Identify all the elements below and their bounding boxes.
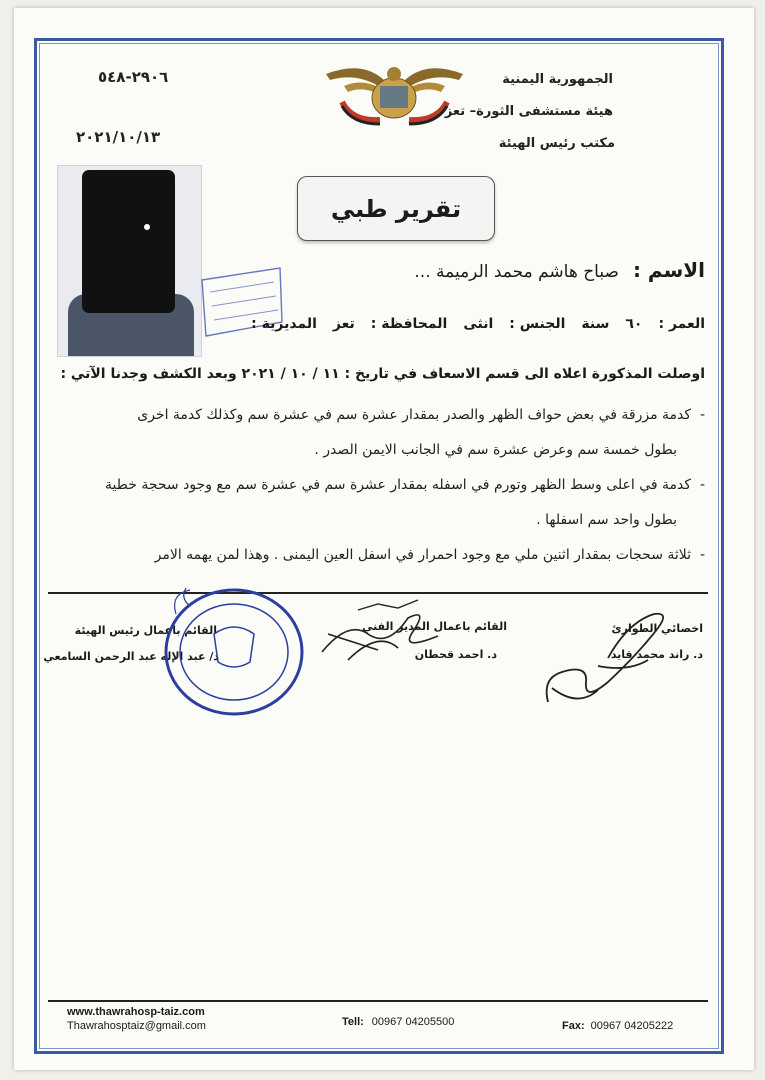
finding-1-line-2: بطول خمسة سم وعرض عشرة سم في الجانب الايمن الصدر .: [314, 442, 677, 458]
gender-label: الجنس :: [509, 316, 566, 332]
sig-right-title: اخصائي الطوارئ: [611, 622, 703, 635]
finding-2-line-1: - كدمة في اعلى وسط الظهر وتورم في اسفله بمقدار عشرة سم في عشرة سم مع وجود سحجة خطية: [105, 477, 705, 493]
finding-3-line-1: - ثلاثة سحجات بمقدار اثنين ملي مع وجود احمرار في اسفل العين اليمنى . وهذا لمن يهمه الامر: [154, 547, 705, 563]
redaction-block: [82, 170, 175, 313]
governorate-label: المحافظة :: [370, 316, 448, 332]
district-label: المديرية :: [251, 316, 317, 332]
tel-value: 00967 04205500: [371, 1016, 455, 1028]
name-row: [414, 258, 705, 282]
sig-left-title: القائم باعمال رئيس الهيئة: [74, 624, 217, 637]
org-line-1: الجمهورية اليمنية: [502, 72, 613, 87]
report-title: تقرير طبي: [297, 176, 495, 241]
footer-divider: [48, 1000, 708, 1002]
governorate-value: تعز: [332, 316, 355, 332]
gender-value: انثى: [463, 316, 494, 332]
org-line-3: مكتب رئيس الهيئة: [498, 136, 615, 151]
reference-number: ٢٩٠٦-٥٤٨: [98, 68, 169, 86]
sig-right-name: د. راند محمد قايد: [610, 648, 703, 661]
footer-tel: [342, 1016, 454, 1028]
hospital-round-stamp-icon: [150, 584, 310, 720]
fax-label: Fax:: [562, 1020, 585, 1032]
finding-2-line-2: بطول واحد سم اسفلها .: [536, 512, 677, 528]
yemen-emblem-icon: [322, 58, 467, 126]
age-unit: سنة: [581, 316, 610, 332]
age-label: العمر :: [658, 316, 705, 332]
sig-middle-name: د. احمد قحطان: [414, 648, 497, 661]
name-label: الاسم :: [632, 258, 705, 282]
right-signature-icon: [538, 598, 688, 712]
patient-photo: [57, 165, 202, 357]
fax-value: 00967 04205222: [590, 1020, 674, 1032]
tel-label: Tell:: [342, 1016, 364, 1028]
name-value: صباح هاشم محمد الرميمة ...: [414, 262, 619, 282]
demographics-row: [251, 316, 705, 332]
age-value: ٦٠: [625, 316, 643, 332]
findings-list: [65, 398, 705, 573]
finding-1-line-1: - كدمة مزرقة في بعض حواف الظهر والصدر بمقدار عشرة سم في عشرة سم وكذلك كدمة اخرى: [137, 407, 705, 423]
footer-email: Thawrahosptaiz@gmail.com: [67, 1020, 206, 1032]
report-date: ٢٠٢١/١٠/١٣: [76, 128, 161, 146]
middle-signature-icon: [318, 590, 458, 668]
sig-middle-title: القائم باعمال المدير الفني: [361, 620, 507, 633]
intro-line: اوصلت المذكورة اعلاه الى قسم الاسعاف في تاريخ : ١١ / ١٠ / ٢٠٢١ وبعد الكشف وجدنا الآتي :: [60, 366, 705, 382]
footer-fax: [562, 1020, 673, 1032]
org-line-2: هيئة مستشفى الثورة– تعز: [444, 104, 613, 119]
footer-website: www.thawrahosp-taiz.com: [67, 1006, 205, 1018]
sig-left-name: د/ عبد الإله عبد الرحمن السامعي: [43, 650, 219, 663]
